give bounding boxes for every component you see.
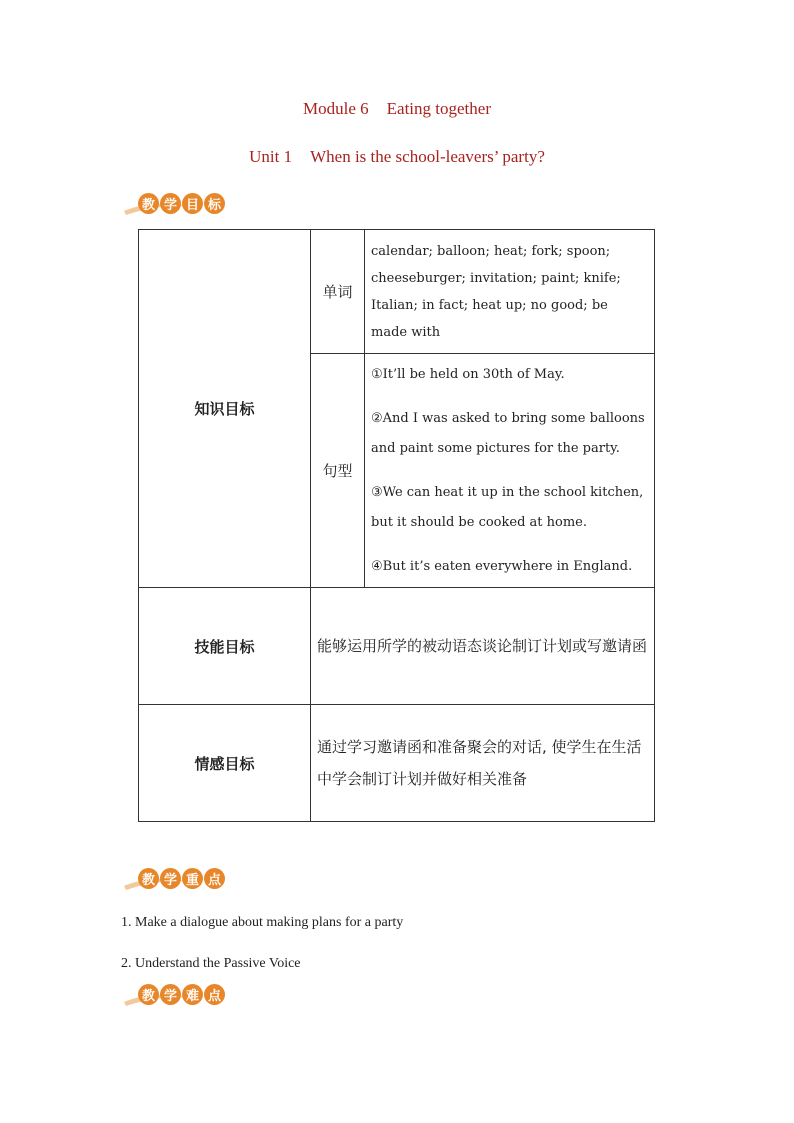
badge-char: 学	[160, 193, 181, 214]
module-number: Module 6	[303, 99, 369, 118]
module-title	[0, 99, 794, 119]
sentence-item: ②And I was asked to bring some balloons and paint some pictures for the party.	[371, 410, 645, 456]
difficulties-badge	[122, 982, 232, 1008]
badge-char: 难	[182, 984, 203, 1005]
badge-char: 目	[182, 193, 203, 214]
goals-badge	[122, 191, 232, 217]
sentences-label: 句型	[311, 354, 365, 588]
skill-goal-text: 能够运用所学的被动语态谈论制订计划或写邀请函	[311, 588, 655, 705]
knowledge-goal-label: 知识目标	[139, 230, 311, 588]
emotion-goal-text: 通过学习邀请函和准备聚会的对话, 使学生在生活中学会制订计划并做好相关准备	[311, 705, 655, 822]
unit-title	[0, 147, 794, 167]
unit-name: When is the school-leavers’ party?	[310, 147, 545, 166]
words-list: calendar; balloon; heat; fork; spoon; cheeseburger; invitation; paint; knife; Italian; in fact; heat up; no good; be made with	[365, 230, 655, 354]
badge-char: 点	[204, 868, 225, 889]
goals-table	[138, 229, 655, 822]
module-name: Eating together	[386, 99, 491, 118]
badge-char: 标	[204, 193, 225, 214]
badge-char: 重	[182, 868, 203, 889]
badge-char: 教	[138, 193, 159, 214]
badge-char: 学	[160, 868, 181, 889]
sentences-list	[365, 354, 655, 588]
key-points-badge	[122, 866, 232, 892]
badge-char: 点	[204, 984, 225, 1005]
badge-char: 学	[160, 984, 181, 1005]
sentence-item: ③We can heat it up in the school kitchen, but it should be cooked at home.	[371, 484, 644, 530]
key-point-item: 2. Understand the Passive Voice	[121, 956, 301, 971]
badge-char: 教	[138, 984, 159, 1005]
words-label: 单词	[311, 230, 365, 354]
sentence-item: ①It’ll be held on 30th of May.	[371, 366, 565, 382]
skill-goal-label: 技能目标	[139, 588, 311, 705]
sentence-item: ④But it’s eaten everywhere in England.	[371, 558, 633, 574]
unit-number: Unit 1	[249, 147, 293, 166]
emotion-goal-label: 情感目标	[139, 705, 311, 822]
key-point-item: 1. Make a dialogue about making plans for a party	[121, 915, 404, 930]
badge-char: 教	[138, 868, 159, 889]
